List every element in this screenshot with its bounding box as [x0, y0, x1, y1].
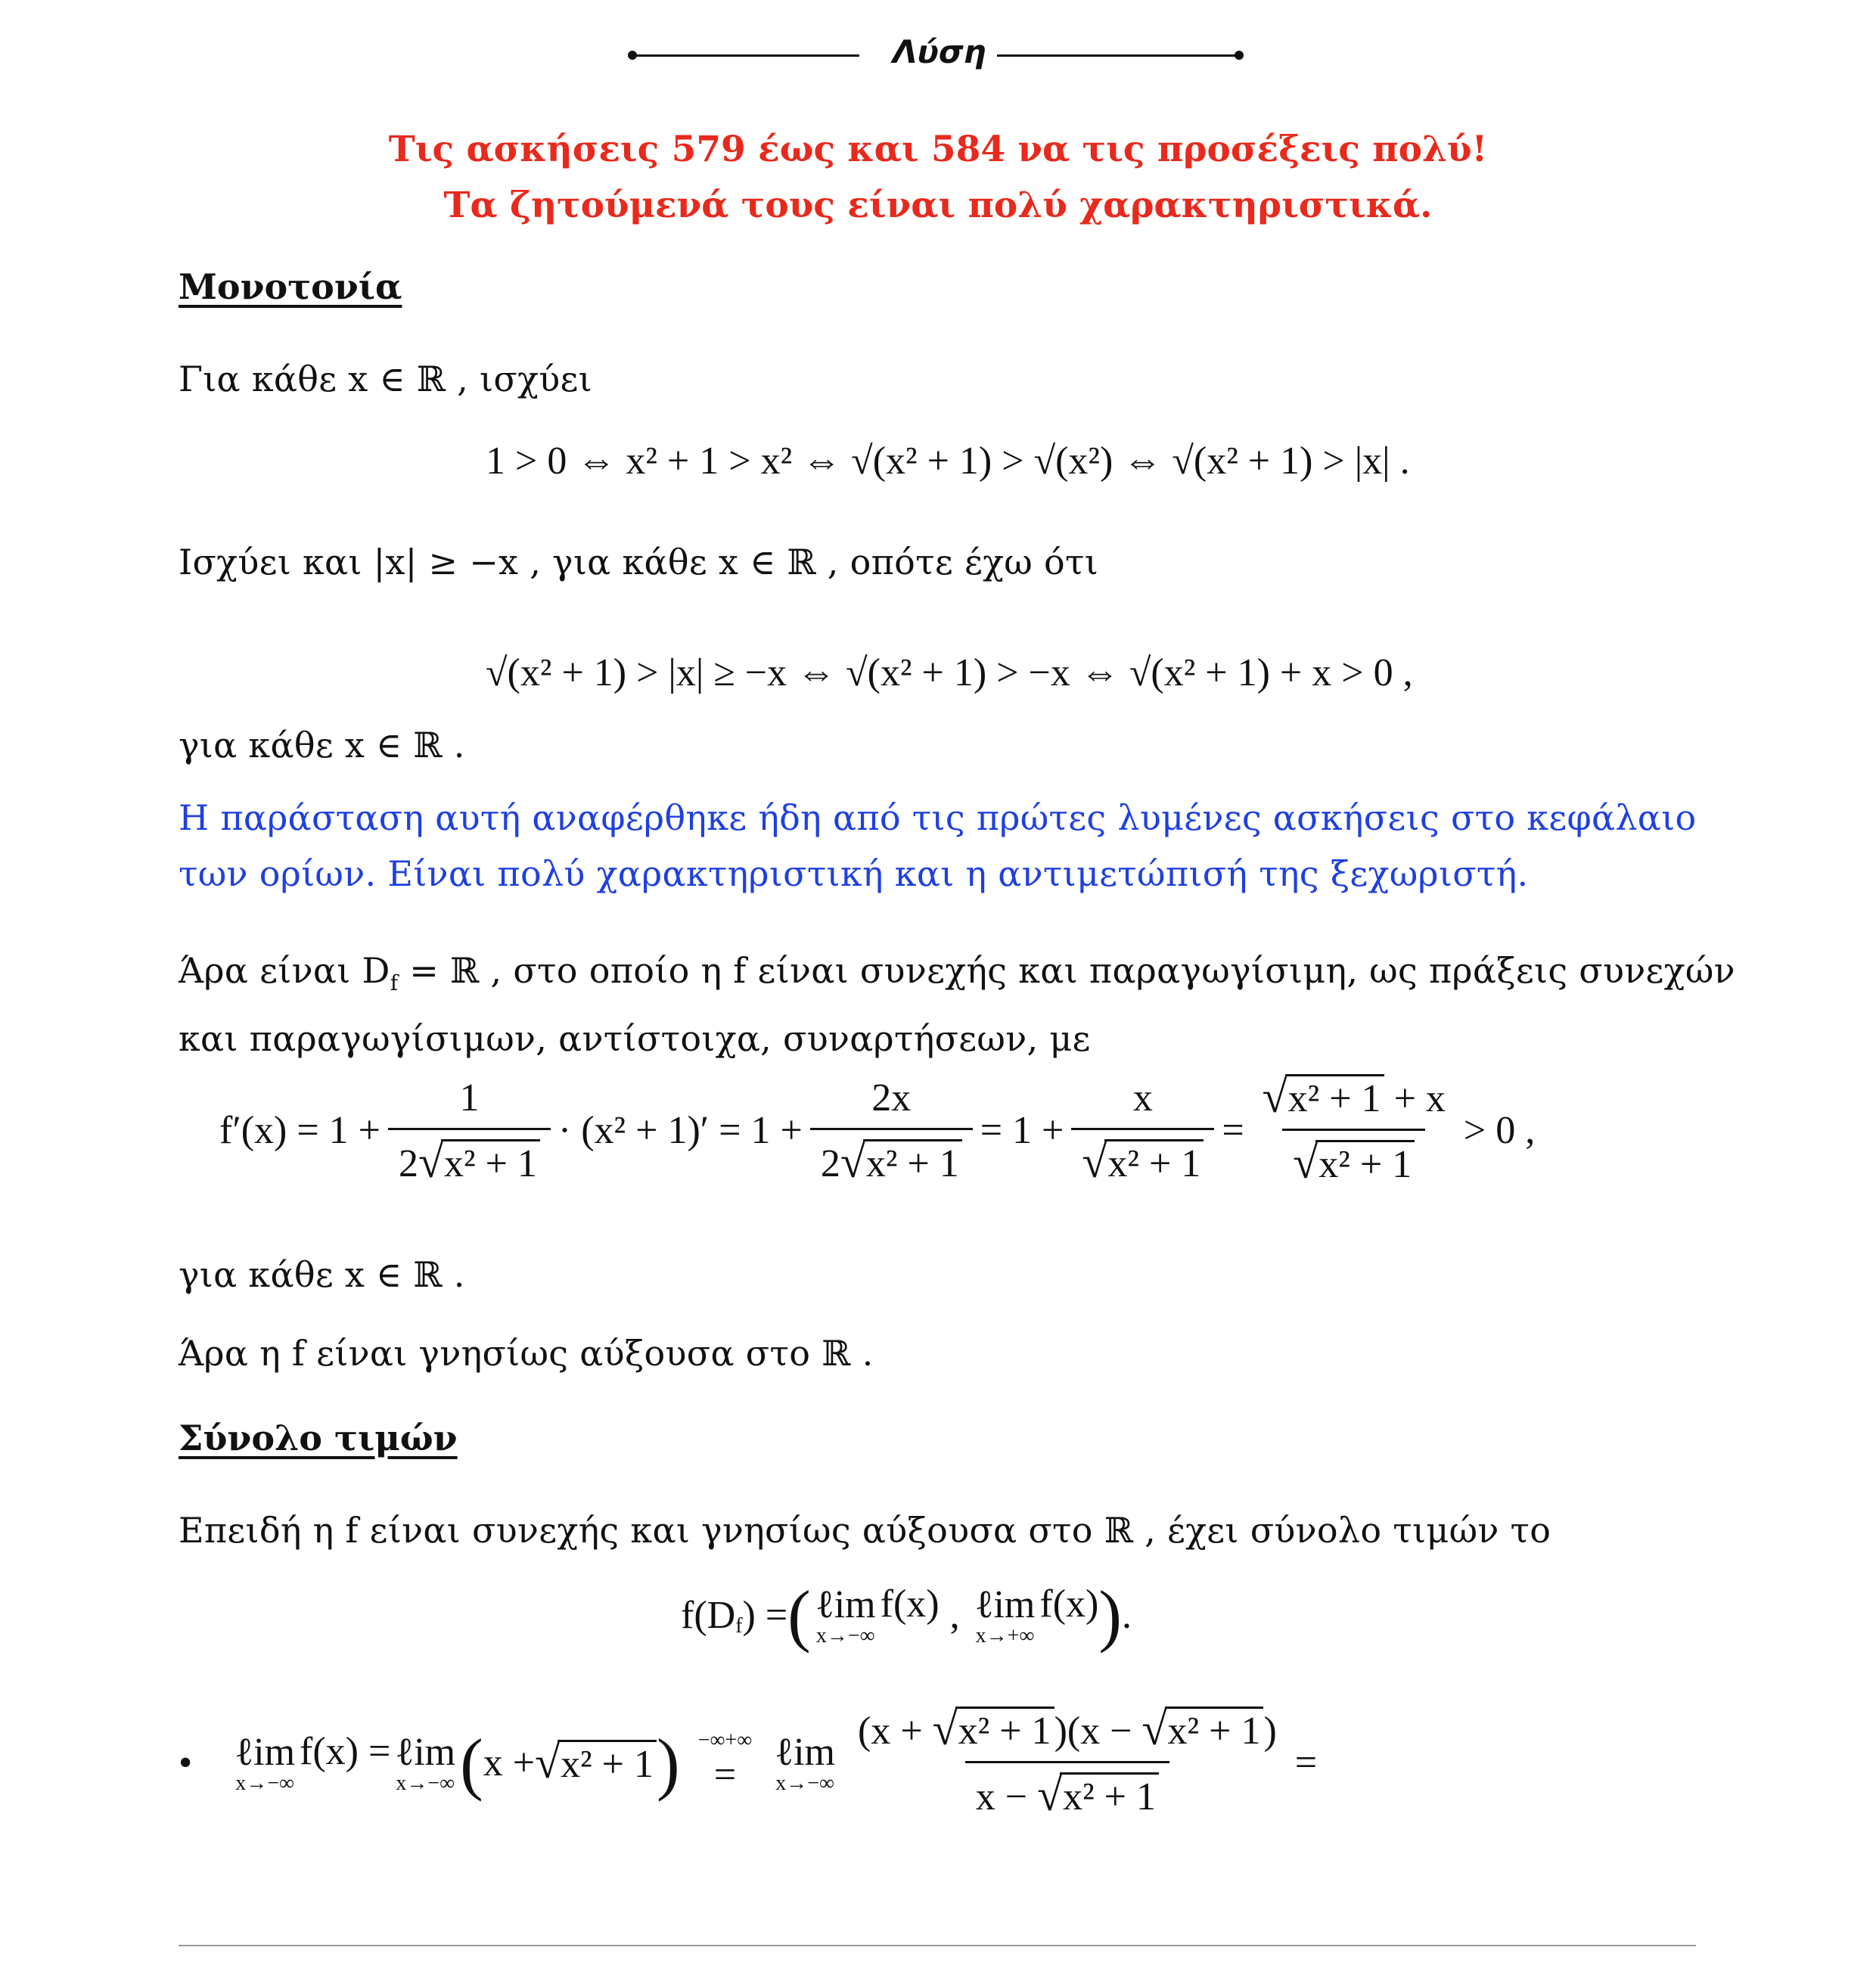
sqrt-3: [1082, 1139, 1204, 1186]
bullet-close-paren: ): [657, 1724, 680, 1802]
paragraph-3: για κάθε x ∈ ℝ .: [179, 725, 465, 766]
blue-note-line-1: Η παράσταση αυτή αναφέρθηκε ήδη από τις πρώτες λυμένες ασκήσεις στο κεφάλαιο: [179, 797, 1697, 838]
bullet-fraction-denominator: [965, 1761, 1169, 1819]
derivative-equation: [219, 1074, 1535, 1187]
range-fx-1: f(x): [880, 1582, 940, 1626]
fraction-2-denominator: [810, 1128, 973, 1186]
bullet-limit-word-2: ℓim: [395, 1731, 456, 1774]
bullet-limit-sub-1: x→−∞: [235, 1772, 294, 1795]
equation-1-text: 1 > 0 ⇔ x² + 1 > x² ⇔ √(x² + 1) > √(x²) ⇔ √(x² + 1) > |x| .: [486, 439, 1410, 483]
header-rule-right: [997, 54, 1239, 57]
bullet-limit-2: [395, 1730, 455, 1796]
notice-line-2: Τα ζητούμενά τους είναι πολύ χαρακτηριστικά.: [443, 185, 1433, 226]
bullet-indeterminate: −∞+∞: [697, 1728, 753, 1752]
section-heading-monotonia: Μονοτονία: [179, 266, 402, 307]
range-equation: [681, 1575, 1132, 1655]
radicand-5: x² + 1: [1315, 1140, 1415, 1187]
bullet-radicand-1: x² + 1: [558, 1740, 657, 1787]
equation-2: [486, 651, 1413, 695]
bullet-limit-sub-3: x→−∞: [775, 1772, 834, 1795]
page-title: Λύση: [893, 33, 986, 70]
paragraph-6: για κάθε x ∈ ℝ .: [179, 1254, 465, 1295]
paragraph-4-end: = ℝ , στο οποίο η f είναι συνεχής και παραγωγίσιμη, ως πράξεις συνεχών: [398, 950, 1735, 991]
fraction-2-numerator: 2x: [871, 1076, 912, 1120]
sqrt-2: [840, 1139, 962, 1186]
radicand-2: x² + 1: [863, 1139, 962, 1186]
radicand-4: x² + 1: [1285, 1074, 1384, 1121]
bullet-sqrt-1: [535, 1740, 657, 1787]
bullet-limit-word-3: ℓim: [775, 1731, 835, 1774]
sqrt-1: [418, 1139, 540, 1186]
fraction-4-denominator: [1282, 1129, 1425, 1187]
bullet-equals-sign: =: [713, 1753, 737, 1797]
bullet-sqrt-2: [933, 1707, 1054, 1753]
bullet-limit-3: [775, 1730, 835, 1796]
derivative-mid-2: = 1 +: [980, 1109, 1064, 1152]
paragraph-2: Ισχύει και |x| ≥ −x , για κάθε x ∈ ℝ , οπότε έχω ότι: [179, 542, 1099, 582]
bullet-limit-equation: [179, 1707, 1317, 1819]
fraction-4-numerator: [1252, 1074, 1456, 1129]
bullet-den: x −: [975, 1775, 1038, 1818]
bullet-sqrt-4: [1037, 1772, 1159, 1819]
limit-word-2: ℓim: [974, 1582, 1036, 1626]
range-comma: ,: [949, 1593, 960, 1637]
sqrt-4: [1263, 1074, 1384, 1121]
fraction-2-den-coef: 2: [820, 1141, 840, 1185]
header-rule-left: [632, 54, 859, 57]
sqrt-5: [1293, 1140, 1415, 1187]
range-end: .: [1121, 1593, 1132, 1637]
header-dot-right: [1235, 51, 1244, 60]
derivative-tail: > 0 ,: [1463, 1109, 1536, 1152]
blue-note-line-2: των ορίων. Είναι πολύ χαρακτηριστική και η αντιμετώπισή της ξεχωριστή.: [179, 853, 1529, 894]
radicand-3: x² + 1: [1104, 1139, 1204, 1186]
fraction-3-denominator: [1071, 1128, 1214, 1186]
derivative-mid-3: =: [1222, 1109, 1244, 1152]
bullet-expr: x +: [483, 1741, 536, 1784]
paragraph-7: Άρα η f είναι γνησίως αύξουσα στο ℝ .: [179, 1333, 874, 1374]
bullet-num-a: x +: [871, 1710, 933, 1753]
paragraph-4-start: Άρα είναι D: [179, 950, 390, 991]
fraction-2: [810, 1076, 973, 1186]
fraction-1-denominator: [388, 1128, 551, 1186]
bullet-radicand-2: x² + 1: [955, 1707, 1054, 1753]
limit-word-1: ℓim: [815, 1582, 876, 1626]
fraction-3-numerator: x: [1132, 1076, 1153, 1120]
fraction-4-num-tail: + x: [1384, 1077, 1446, 1120]
bullet-radicand-4: x² + 1: [1060, 1772, 1159, 1819]
range-lhs-sub: f: [735, 1614, 743, 1638]
bullet-end: =: [1294, 1741, 1318, 1784]
bullet-mark: •: [179, 1741, 193, 1784]
paragraph-4-sub: f: [390, 971, 399, 996]
bullet-num-b: x −: [1080, 1710, 1142, 1753]
bullet-fraction: [847, 1707, 1287, 1819]
bullet-limit-sub-2: x→−∞: [396, 1772, 455, 1795]
bullet-radicand-3: x² + 1: [1165, 1707, 1264, 1753]
fraction-1-numerator: 1: [459, 1076, 480, 1120]
paragraph-1: Για κάθε x ∈ ℝ , ισχύει: [179, 359, 592, 399]
section2-paragraph-1: Επειδή η f είναι συνεχής και γνησίως αύξουσα στο ℝ , έχει σύνολο τιμών το: [179, 1510, 1551, 1551]
paragraph-5: και παραγωγίσιμων, αντίστοιχα, συναρτήσεων, με: [179, 1018, 1091, 1059]
bullet-open-paren: (: [460, 1724, 483, 1802]
fraction-1-den-coef: 2: [398, 1141, 418, 1185]
range-close-paren: ): [1098, 1576, 1122, 1654]
bullet-equals: [698, 1728, 753, 1797]
limit-minus-inf: [815, 1582, 876, 1648]
bullet-sqrt-3: [1142, 1707, 1264, 1753]
footer-rule: [179, 1945, 1696, 1946]
derivative-lhs: f′(x) = 1 +: [219, 1109, 380, 1152]
derivative-mid-1: · (x² + 1)′ = 1 +: [558, 1109, 803, 1152]
limit-sub-1: x→−∞: [815, 1623, 875, 1648]
fraction-1: [388, 1076, 551, 1186]
range-lhs: f(D: [681, 1593, 736, 1637]
fraction-3: [1071, 1076, 1214, 1186]
bullet-fraction-numerator: (x + √ x² + 1)(x − √ x² + 1): [847, 1707, 1287, 1761]
paragraph-4: [179, 950, 1735, 995]
fraction-4: [1252, 1074, 1456, 1187]
range-open-paren: (: [787, 1576, 811, 1654]
section-heading-synolo-timon: Σύνολο τιμών: [179, 1418, 458, 1458]
limit-sub-2: x→+∞: [975, 1623, 1035, 1648]
bullet-fx: f(x) =: [300, 1730, 391, 1773]
equation-2-text: √(x² + 1) > |x| ≥ −x ⇔ √(x² + 1) > −x ⇔ √(x² + 1) + x > 0 ,: [486, 651, 1413, 694]
notice-line-1: Τις ασκήσεις 579 έως και 584 να τις προσέξεις πολύ!: [388, 129, 1488, 170]
limit-plus-inf: [975, 1582, 1036, 1648]
bullet-limit-word-1: ℓim: [234, 1731, 296, 1774]
radicand-1: x² + 1: [441, 1139, 540, 1186]
bullet-limit-1: [234, 1730, 295, 1796]
range-fx-2: f(x): [1039, 1582, 1099, 1626]
range-lhs-tail: ) =: [742, 1593, 788, 1637]
equation-1: [486, 439, 1410, 483]
